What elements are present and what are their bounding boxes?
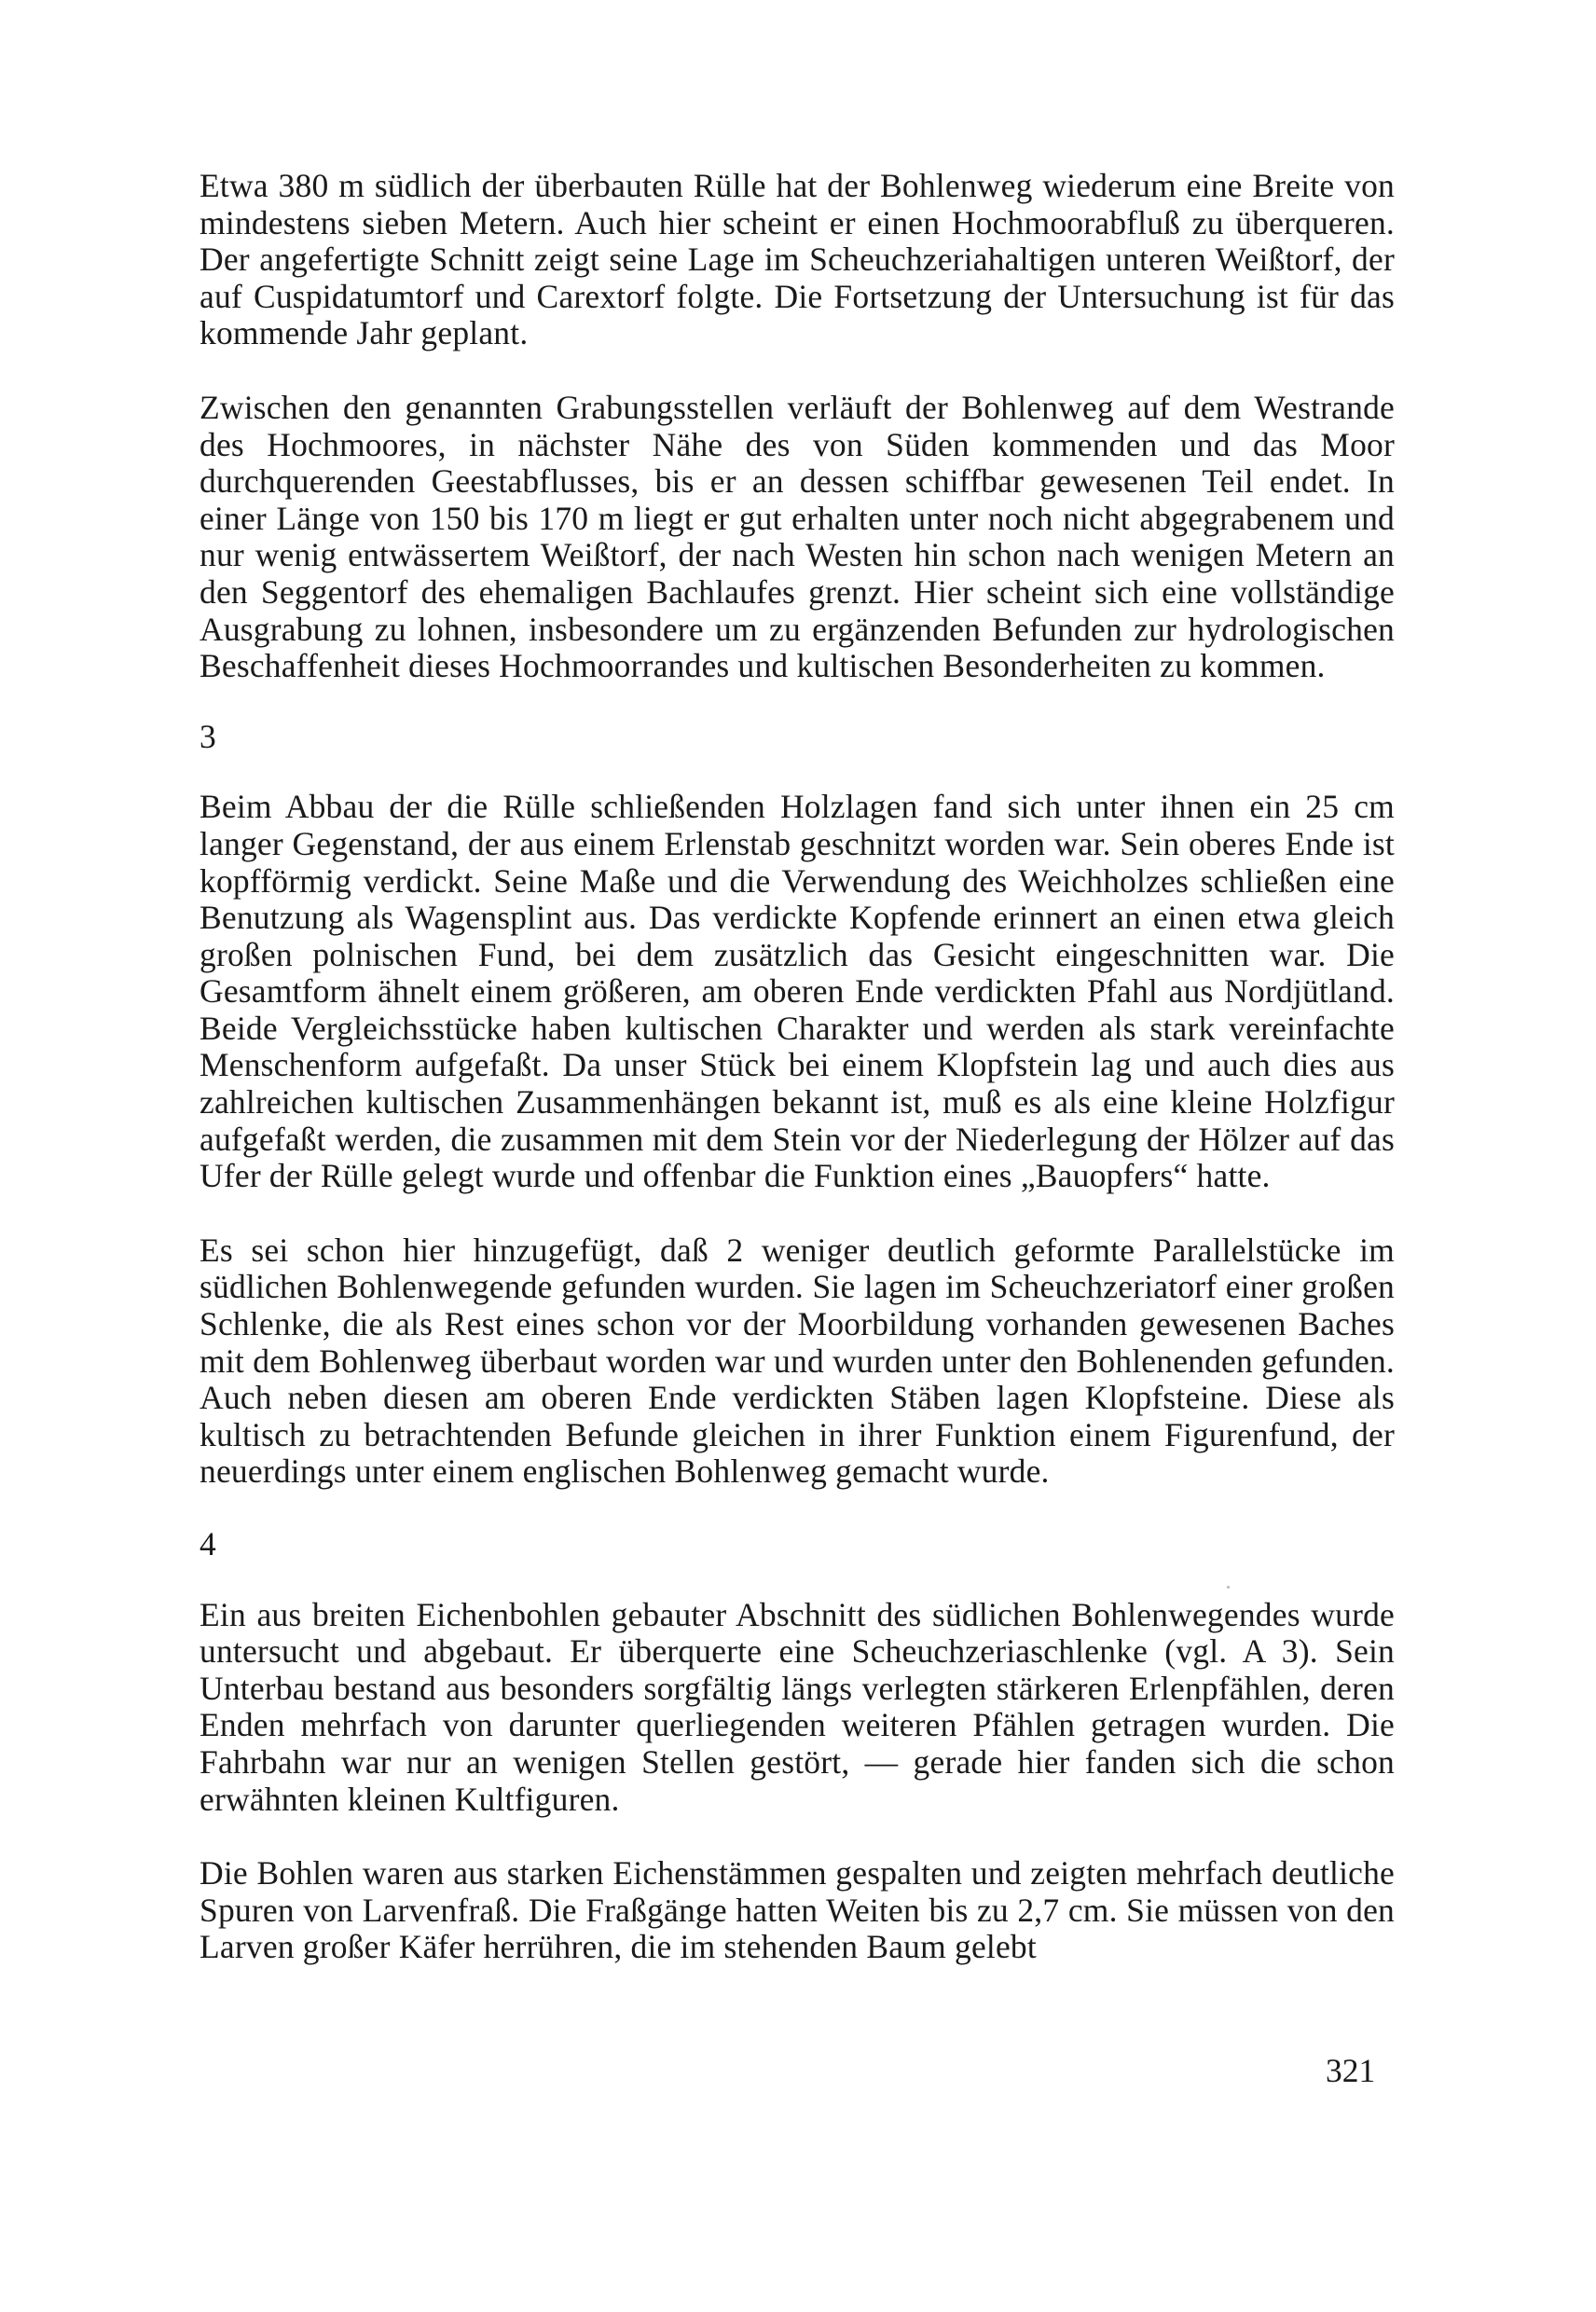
paragraph-holzfigur: Beim Abbau der die Rülle schließenden Holzlagen fand sich unter ihnen ein 25 cm langer Gegenstand, der aus einem Erlenstab geschnitzt worden war. Sein oberes Ende ist kopfförmig verdickt. Seine Maße und die Verwendung des Weichholzes schließen eine Benutzung als Wagensplint aus. Das verdickte Kopfende erinnert an einen etwa gleich großen polnischen Fund, bei dem zusätzlich das Gesicht eingeschnitten war. Die Gesamtform ähnelt einem größeren, am oberen Ende verdickten Pfahl aus Nordjütland. Beide Vergleichsstücke haben kultischen Charakter und werden als stark vereinfachte Menschenform aufgefaßt. Da unser Stück bei einem Klopfstein lag und auch dies aus zahlreichen kultischen Zusammenhängen bekannt ist, muß es als eine kleine Holzfigur aufgefaßt werden, die zusammen mit dem Stein vor der Niederlegung der Hölzer auf das Ufer der Rülle gelegt wurde und offenbar die Funktion eines „Bauopfers“ hatte. (200, 788, 1395, 1195)
paragraph-grabungsstellen: Zwischen den genannten Grabungsstellen verläuft der Bohlenweg auf dem Westrande des Hochmoores, in nächster Nähe des von Süden kommenden und das Moor durchquerenden Geestabflusses, bis er an dessen schiffbar gewesenen Teil endet. In einer Länge von 150 bis 170 m liegt er gut erhalten unter noch nicht abgegrabenem und nur wenig entwässertem Weißtorf, der nach Westen hin schon nach wenigen Metern an den Seggentorf des ehemaligen Bachlaufes grenzt. Hier scheint sich eine vollständige Ausgrabung zu lohnen, insbesondere um zu ergänzenden Befunden zur hydrologischen Beschaffenheit dieses Hochmoorrandes und kultischen Besonderheiten zu kommen. (200, 388, 1395, 685)
paragraph-larvenfrass: Die Bohlen waren aus starken Eichenstämmen gespalten und zeigten mehrfach deutliche Spuren von Larvenfraß. Die Fraßgänge hatten Weiten bis zu 2,7 cm. Sie müssen von den Larven großer Käfer herrühren, die im stehenden Baum gelebt (200, 1854, 1395, 1966)
paragraph-eichenbohlen: Ein aus breiten Eichenbohlen gebauter Abschnitt des südlichen Bohlenwegendes wurde untersucht und abgebaut. Er überquerte eine Scheuchzeriaschlenke (vgl. A 3). Sein Unterbau bestand aus besonders sorgfältig längs verlegten stärkeren Erlenpfählen, deren Enden mehrfach von darunter querliegenden weiteren Pfählen getragen wurden. Die Fahrbahn war nur an wenigen Stellen gestört, — gerade hier fanden sich die schon erwähnten kleinen Kultfiguren. (200, 1595, 1395, 1818)
paper-speck (1227, 1586, 1230, 1589)
section-number-3: 3 (200, 717, 216, 755)
page-number: 321 (1326, 2052, 1376, 2089)
paragraph-bohlenweg-south: Etwa 380 m südlich der überbauten Rülle hat der Bohlenweg wiederum eine Breite von mindestens sieben Metern. Auch hier scheint er einen Hochmoorabfluß zu überqueren. Der angefertigte Schnitt zeigt seine Lage im Scheuchzeriahaltigen unteren Weißtorf, der auf Cuspidatumtorf und Carextorf folgte. Die Fortsetzung der Untersuchung ist für das kommende Jahr geplant. (200, 167, 1395, 352)
page-body (200, 168, 1395, 1966)
section-number-4: 4 (200, 1525, 216, 1562)
paragraph-parallelstuecke: Es sei schon hier hinzugefügt, daß 2 weniger deutlich geformte Parallelstücke im südlichen Bohlenwegende gefunden wurden. Sie lagen im Scheuchzeriatorf einer großen Schlenke, die als Rest eines schon vor der Moorbildung vorhanden gewesenen Baches mit dem Bohlenweg überbaut worden war und wurden unter den Bohlenenden gefunden. Auch neben diesen am oberen Ende verdickten Stäben lagen Klopfsteine. Diese als kultisch zu betrachtenden Befunde gleichen in ihrer Funktion einem Figurenfund, der neuerdings unter einem englischen Bohlenweg gemacht wurde. (200, 1231, 1395, 1491)
